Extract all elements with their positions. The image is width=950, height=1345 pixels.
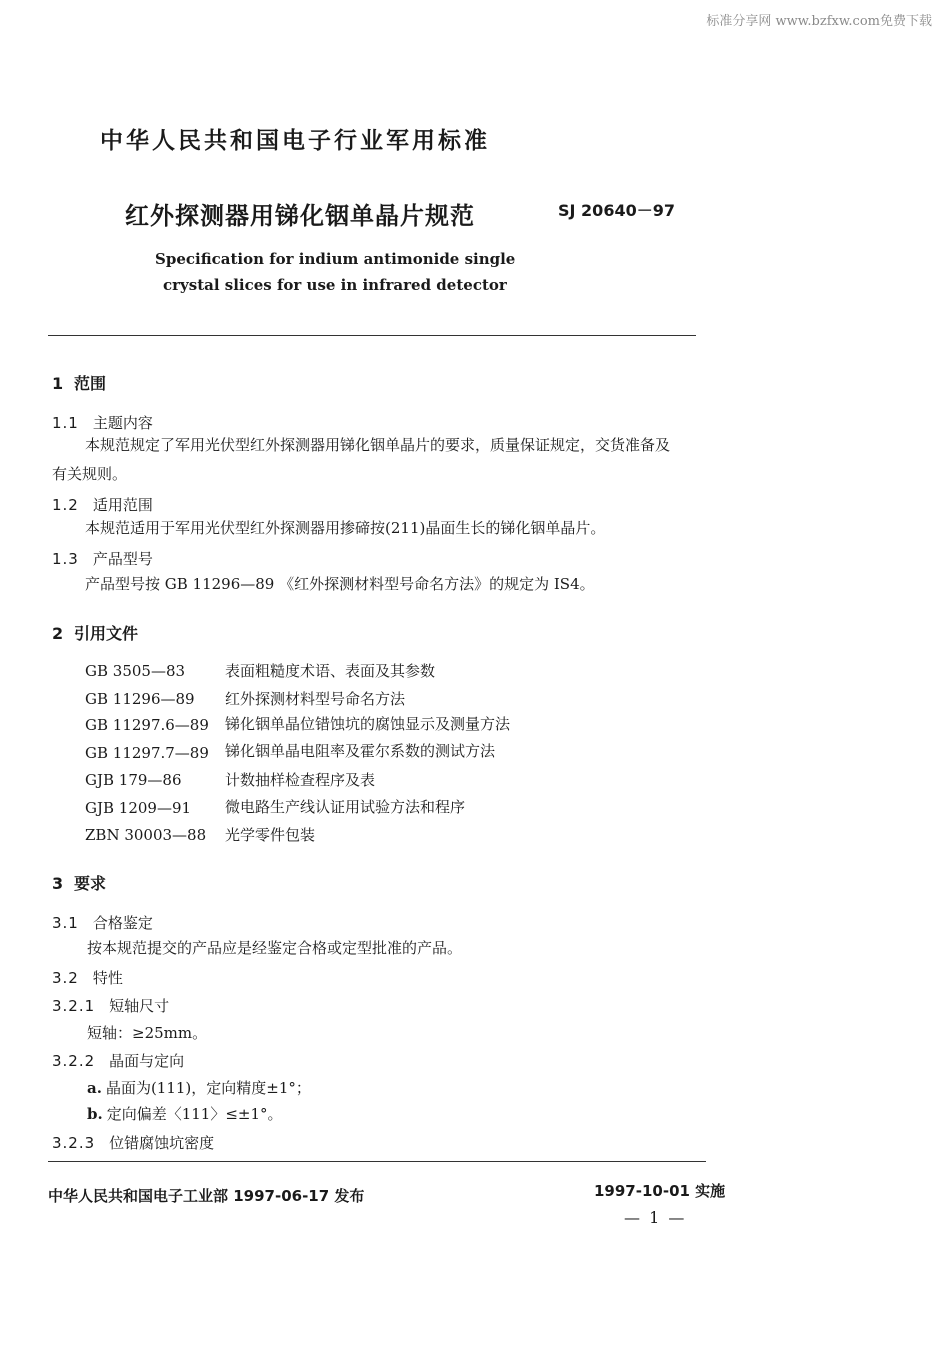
section-title: 特性 (92, 969, 123, 987)
section-title: 晶面与定向 (109, 1052, 185, 1070)
reference-code: GB 3505—83 (85, 662, 186, 680)
section-number: 1.3 (52, 550, 79, 568)
section-3-2-3-heading (52, 1132, 214, 1153)
page-number: — 1 — (624, 1208, 687, 1227)
section-title: 位错腐蚀坑密度 (109, 1134, 215, 1152)
section-3-2-heading (52, 967, 123, 988)
section-3-2-1-heading (52, 995, 169, 1016)
section-1-2-text: 本规范适用于军用光伏型红外探测器用掺碲按(211)晶面生长的锑化铟单晶片。 (85, 519, 606, 537)
standard-code: SJ 20640－97 (558, 201, 675, 220)
section-title: 产品型号 (92, 550, 153, 568)
list-item-letter: a. (87, 1079, 102, 1097)
reference-title: 锑化铟单晶位错蚀坑的腐蚀显示及测量方法 (225, 715, 511, 733)
section-title: 主题内容 (92, 414, 153, 432)
section-1-1-text-line1: 本规范规定了军用光伏型红外探测器用锑化铟单晶片的要求，质量保证规定，交货准备及 (85, 436, 671, 454)
section-title: 短轴尺寸 (109, 997, 170, 1015)
section-number: 1.2 (52, 496, 79, 514)
section-number: 3.2.3 (52, 1134, 96, 1152)
list-item-a (87, 1077, 311, 1098)
section-title: 范围 (74, 374, 107, 393)
section-number: 3.2 (52, 969, 79, 987)
reference-code: GB 11297.7—89 (85, 744, 209, 762)
list-item-b (87, 1103, 283, 1124)
section-number: 3.1 (52, 914, 79, 932)
section-number: 3.2.1 (52, 997, 96, 1015)
section-1-1-heading (52, 412, 153, 433)
footer-divider (48, 1161, 706, 1162)
section-number: 1 (52, 374, 64, 393)
english-title-line1: Specification for indium antimonide single (155, 250, 516, 268)
section-title: 合格鉴定 (92, 914, 153, 932)
list-item-letter: b. (87, 1105, 103, 1123)
reference-code: GB 11297.6—89 (85, 716, 209, 734)
reference-title: 红外探测材料型号命名方法 (225, 690, 406, 708)
list-item-text: 定向偏差〈111〉≤±1°。 (106, 1105, 283, 1123)
section-1-1-text-line2: 有关规则。 (52, 465, 128, 483)
reference-title: 锑化铟单晶电阻率及霍尔系数的测试方法 (225, 742, 496, 760)
section-title: 引用文件 (74, 624, 139, 643)
reference-code: GB 11296—89 (85, 690, 195, 708)
document-title: 红外探测器用锑化铟单晶片规范 (125, 202, 475, 230)
section-3-heading (52, 871, 106, 894)
reference-title: 表面粗糙度术语、表面及其参数 (225, 662, 436, 680)
reference-code: GJB 179—86 (85, 771, 182, 789)
section-1-heading (52, 371, 106, 394)
effective-date: 1997-10-01 实施 (594, 1182, 726, 1200)
english-title-line2: crystal slices for use in infrared detector (163, 276, 507, 294)
standard-category: 中华人民共和国电子行业军用标准 (100, 128, 490, 154)
list-item-text: 晶面为(111)，定向精度±1°； (105, 1079, 311, 1097)
reference-title: 光学零件包装 (225, 826, 316, 844)
section-2-heading (52, 621, 138, 644)
watermark: 标准分享网 www.bzfxw.com免费下载 (706, 14, 932, 29)
reference-code: GJB 1209—91 (85, 799, 192, 817)
section-number: 1.1 (52, 414, 79, 432)
section-3-1-heading (52, 912, 153, 933)
section-3-1-text: 按本规范提交的产品应是经鉴定合格或定型批准的产品。 (87, 939, 463, 957)
section-title: 适用范围 (92, 496, 153, 514)
section-title: 要求 (74, 874, 107, 893)
reference-title: 微电路生产线认证用试验方法和程序 (225, 798, 466, 816)
section-3-2-1-text: 短轴：≥25mm。 (87, 1024, 208, 1042)
section-1-2-heading (52, 494, 153, 515)
section-number: 3 (52, 874, 64, 893)
reference-code: ZBN 30003—88 (85, 826, 207, 844)
header-divider (48, 335, 696, 336)
section-1-3-heading (52, 548, 153, 569)
section-number: 2 (52, 624, 64, 643)
reference-title: 计数抽样检查程序及表 (225, 771, 376, 789)
issuer-line: 中华人民共和国电子工业部 1997-06-17 发布 (48, 1187, 365, 1205)
section-3-2-2-heading (52, 1050, 184, 1071)
section-1-3-text: 产品型号按 GB 11296—89 《红外探测材料型号命名方法》的规定为 IS4。 (85, 575, 595, 593)
section-number: 3.2.2 (52, 1052, 96, 1070)
